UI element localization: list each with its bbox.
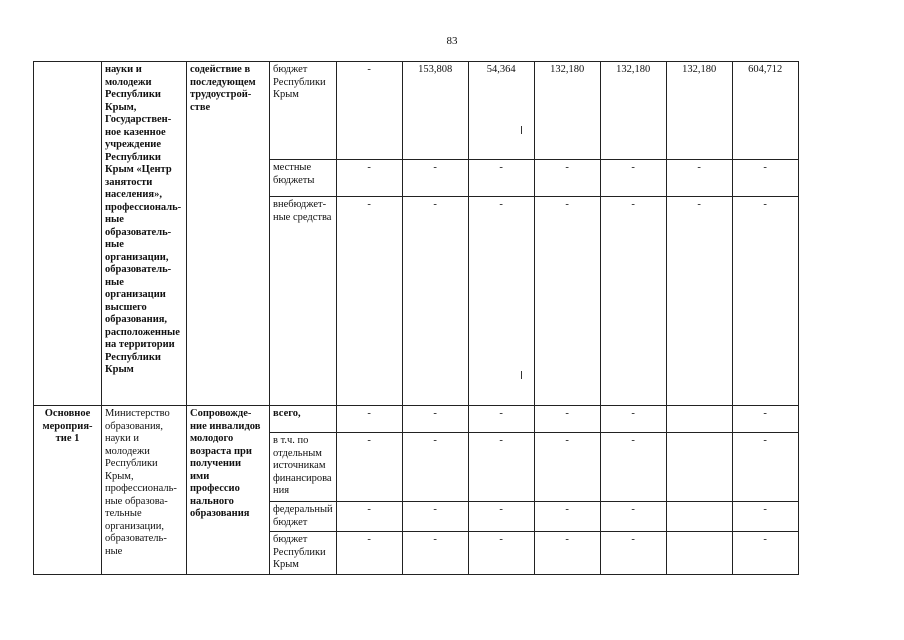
value-cell: -: [402, 532, 468, 575]
value-cell: -: [402, 197, 468, 406]
value-cell: 132,180: [600, 62, 666, 160]
value-cell: [666, 406, 732, 433]
value-cell: -: [468, 160, 534, 197]
value-cell: [666, 532, 732, 575]
value-cell: [666, 433, 732, 502]
funding-source-cell: всего,: [270, 406, 337, 433]
value-cell: -: [534, 433, 600, 502]
value-cell: -: [468, 433, 534, 502]
budget-table: [33, 61, 799, 575]
value-cell: -: [534, 197, 600, 406]
value-cell: 604,712: [732, 62, 798, 160]
value-cell: -: [402, 406, 468, 433]
value-cell: -: [600, 532, 666, 575]
value-cell: -: [336, 160, 402, 197]
value-cell: 132,180: [666, 62, 732, 160]
value-cell: -: [402, 433, 468, 502]
purpose-cell: Сопровожде- ние инвалидов молодого возраста при получении ими профессио нального образования: [187, 406, 270, 575]
scan-mark: [521, 126, 522, 134]
value-cell: -: [600, 197, 666, 406]
value-cell: -: [600, 406, 666, 433]
value-cell: -: [600, 502, 666, 532]
value-cell: -: [468, 532, 534, 575]
value-cell: -: [336, 197, 402, 406]
funding-source-cell: бюджет Республики Крым: [270, 62, 337, 160]
value-cell: -: [666, 160, 732, 197]
value-cell: -: [336, 502, 402, 532]
value-cell: -: [732, 197, 798, 406]
value-cell: -: [534, 502, 600, 532]
value-cell: -: [534, 532, 600, 575]
value-cell: -: [402, 502, 468, 532]
value-cell: -: [336, 62, 402, 160]
executor-cell: Министерство образования, науки и молодежи Республики Крым, профессиональ- ные образова- тельные организации, образователь- ные: [102, 406, 187, 575]
table-row: [34, 406, 799, 433]
purpose-cell: содействие в последующем трудоустрой- стве: [187, 62, 270, 406]
measure-cell: [34, 62, 102, 406]
table-row: [34, 62, 799, 160]
value-cell: [666, 502, 732, 532]
funding-source-cell: местные бюджеты: [270, 160, 337, 197]
value-cell: 54,364: [468, 62, 534, 160]
value-cell: -: [468, 197, 534, 406]
value-cell: -: [600, 160, 666, 197]
funding-source-cell: бюджет Республики Крым: [270, 532, 337, 575]
value-cell: -: [336, 406, 402, 433]
value-cell: -: [732, 532, 798, 575]
executor-cell: науки и молодежи Республики Крым, Государствен- ное казенное учреждение Республики Крым «Центр занятости населения», профессиональ- ные образователь- ные организации, образователь- ные организации высшего образования, расположенные на территории Республики Крым: [102, 62, 187, 406]
value-cell: -: [336, 532, 402, 575]
funding-source-cell: федеральный бюджет: [270, 502, 337, 532]
value-cell: -: [468, 502, 534, 532]
value-cell: -: [732, 406, 798, 433]
funding-source-cell: в т.ч. по отдельным источникам финансирова ния: [270, 433, 337, 502]
value-cell: -: [600, 433, 666, 502]
value-cell: -: [732, 433, 798, 502]
value-cell: -: [666, 197, 732, 406]
value-cell: -: [732, 160, 798, 197]
page-number: 83: [446, 35, 458, 47]
value-cell: -: [336, 433, 402, 502]
value-cell: -: [534, 406, 600, 433]
value-cell: -: [468, 406, 534, 433]
value-cell: 153,808: [402, 62, 468, 160]
value-cell: 132,180: [534, 62, 600, 160]
scan-mark: [521, 371, 522, 379]
value-cell: -: [534, 160, 600, 197]
measure-cell: Основное мероприя- тие 1: [34, 406, 102, 575]
funding-source-cell: внебюджет- ные средства: [270, 197, 337, 406]
value-cell: -: [402, 160, 468, 197]
value-cell: -: [732, 502, 798, 532]
